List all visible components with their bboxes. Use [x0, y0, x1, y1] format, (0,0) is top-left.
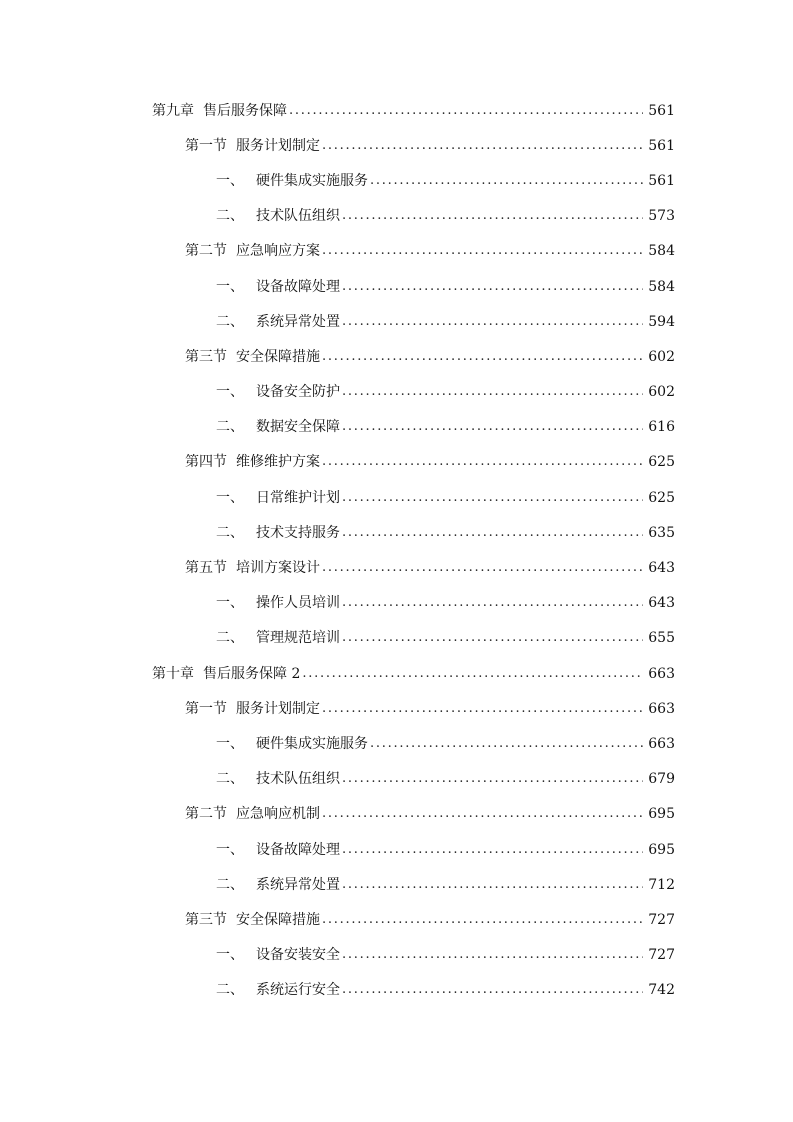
toc-entry-chapter[interactable] — [0, 656, 793, 691]
toc-entry-title — [216, 875, 340, 895]
toc-entry-label: 培训方案设计 — [236, 560, 320, 577]
table-of-contents — [0, 93, 793, 1008]
toc-entry-label: 设备故障处理 — [256, 278, 340, 295]
toc-entry-title — [216, 488, 340, 508]
toc-entry-chapter[interactable] — [0, 93, 793, 128]
dot-leader — [302, 664, 643, 684]
toc-entry-label: 硬件集成实施服务 — [256, 735, 368, 752]
toc-entry-number: 第一节 — [185, 700, 227, 717]
toc-entry-page: 655 — [648, 630, 675, 647]
toc-entry-number: 一、 — [216, 384, 244, 401]
toc-entry-number: 第五节 — [185, 560, 227, 577]
toc-entry-number: 一、 — [216, 489, 244, 506]
toc-entry-title — [216, 417, 340, 437]
toc-entry-page: 663 — [648, 700, 675, 717]
toc-entry-number: 第十章 — [152, 665, 194, 682]
toc-entry-label: 管理规范培训 — [256, 630, 340, 647]
toc-entry-title — [216, 628, 340, 648]
toc-entry-title — [216, 734, 368, 754]
toc-entry-title — [185, 241, 320, 261]
toc-entry-number: 第三节 — [185, 911, 227, 928]
toc-entry-number: 二、 — [216, 208, 244, 225]
toc-entry-subsection[interactable] — [0, 973, 793, 1008]
toc-entry-number: 二、 — [216, 419, 244, 436]
toc-entry-number: 第二节 — [185, 243, 227, 260]
toc-entry-label: 服务计划制定 — [236, 700, 320, 717]
dot-leader — [322, 910, 643, 930]
toc-entry-number: 一、 — [216, 841, 244, 858]
toc-entry-page: 602 — [648, 384, 675, 401]
toc-entry-subsection[interactable] — [0, 199, 793, 234]
toc-entry-page: 594 — [648, 313, 675, 330]
toc-entry-section[interactable] — [0, 691, 793, 726]
toc-entry-label: 服务计划制定 — [236, 137, 320, 154]
toc-entry-subsection[interactable] — [0, 621, 793, 656]
toc-entry-label: 操作人员培训 — [256, 595, 340, 612]
toc-entry-page: 679 — [648, 771, 675, 788]
toc-entry-label: 系统运行安全 — [256, 982, 340, 999]
toc-entry-page: 584 — [648, 243, 675, 260]
dot-leader — [322, 804, 643, 824]
toc-entry-number: 二、 — [216, 630, 244, 647]
toc-entry-number: 二、 — [216, 313, 244, 330]
toc-entry-section[interactable] — [0, 550, 793, 585]
toc-entry-title — [216, 593, 340, 613]
toc-entry-page: 663 — [648, 665, 675, 682]
toc-entry-label: 安全保障措施 — [236, 911, 320, 928]
toc-entry-page: 584 — [648, 278, 675, 295]
toc-entry-number: 一、 — [216, 172, 244, 189]
toc-entry-subsection[interactable] — [0, 762, 793, 797]
toc-entry-title — [152, 664, 300, 684]
toc-entry-label: 安全保障措施 — [236, 348, 320, 365]
dot-leader — [342, 628, 643, 648]
toc-entry-subsection[interactable] — [0, 938, 793, 973]
toc-entry-page: 695 — [648, 806, 675, 823]
toc-entry-number: 第九章 — [152, 102, 194, 119]
toc-entry-subsection[interactable] — [0, 515, 793, 550]
toc-entry-label: 系统异常处置 — [256, 876, 340, 893]
toc-entry-page: 616 — [648, 419, 675, 436]
toc-entry-title — [216, 277, 340, 297]
toc-entry-title — [216, 523, 340, 543]
toc-entry-page: 712 — [648, 876, 675, 893]
toc-entry-title — [216, 171, 368, 191]
toc-entry-label: 设备故障处理 — [256, 841, 340, 858]
toc-entry-title — [216, 980, 340, 1000]
toc-entry-label: 设备安全防护 — [256, 384, 340, 401]
toc-entry-label: 应急响应机制 — [236, 806, 320, 823]
toc-entry-number: 一、 — [216, 595, 244, 612]
dot-leader — [322, 136, 643, 156]
toc-entry-section[interactable] — [0, 339, 793, 374]
toc-entry-subsection[interactable] — [0, 269, 793, 304]
toc-entry-label: 技术支持服务 — [256, 524, 340, 541]
dot-leader — [322, 452, 643, 472]
dot-leader — [342, 417, 643, 437]
dot-leader — [342, 980, 643, 1000]
toc-entry-title — [185, 452, 320, 472]
dot-leader — [342, 593, 643, 613]
toc-entry-title — [185, 699, 320, 719]
toc-entry-title — [216, 312, 340, 332]
dot-leader — [342, 488, 643, 508]
toc-entry-page: 742 — [648, 982, 675, 999]
toc-entry-page: 625 — [648, 489, 675, 506]
toc-entry-title — [185, 910, 320, 930]
dot-leader — [342, 840, 643, 860]
toc-entry-section[interactable] — [0, 445, 793, 480]
dot-leader — [342, 945, 643, 965]
toc-entry-page: 695 — [648, 841, 675, 858]
dot-leader — [342, 277, 643, 297]
toc-entry-number: 第三节 — [185, 348, 227, 365]
toc-entry-subsection[interactable] — [0, 375, 793, 410]
dot-leader — [322, 558, 643, 578]
dot-leader — [322, 241, 643, 261]
toc-entry-title — [216, 945, 340, 965]
toc-entry-subsection[interactable] — [0, 832, 793, 867]
toc-entry-title — [216, 769, 340, 789]
toc-entry-page: 561 — [648, 102, 675, 119]
toc-entry-label: 技术队伍组织 — [256, 208, 340, 225]
toc-entry-page: 727 — [648, 911, 675, 928]
toc-entry-title — [185, 804, 320, 824]
toc-entry-number: 二、 — [216, 982, 244, 999]
toc-entry-page: 643 — [648, 595, 675, 612]
toc-entry-subsection[interactable] — [0, 304, 793, 339]
toc-entry-label: 售后服务保障 — [203, 102, 287, 119]
toc-entry-label: 系统异常处置 — [256, 313, 340, 330]
toc-entry-subsection[interactable] — [0, 480, 793, 515]
toc-entry-number: 二、 — [216, 876, 244, 893]
toc-entry-subsection[interactable] — [0, 586, 793, 621]
toc-entry-page: 643 — [648, 560, 675, 577]
toc-entry-label: 售后服务保障 2 — [203, 665, 301, 682]
toc-entry-page: 561 — [648, 172, 675, 189]
toc-entry-title — [216, 382, 340, 402]
toc-entry-number: 第四节 — [185, 454, 227, 471]
dot-leader — [342, 523, 643, 543]
toc-entry-label: 应急响应方案 — [236, 243, 320, 260]
toc-entry-subsection[interactable] — [0, 410, 793, 445]
toc-entry-page: 663 — [648, 735, 675, 752]
dot-leader — [370, 171, 643, 191]
toc-entry-label: 日常维护计划 — [256, 489, 340, 506]
toc-entry-section[interactable] — [0, 902, 793, 937]
toc-entry-number: 二、 — [216, 524, 244, 541]
toc-entry-title — [216, 840, 340, 860]
toc-entry-subsection[interactable] — [0, 726, 793, 761]
toc-entry-page: 573 — [648, 208, 675, 225]
toc-entry-number: 一、 — [216, 947, 244, 964]
toc-entry-section[interactable] — [0, 797, 793, 832]
toc-entry-label: 技术队伍组织 — [256, 771, 340, 788]
toc-entry-page: 561 — [648, 137, 675, 154]
toc-entry-title — [216, 206, 340, 226]
dot-leader — [342, 206, 643, 226]
dot-leader — [322, 699, 643, 719]
toc-entry-page: 625 — [648, 454, 675, 471]
toc-entry-page: 602 — [648, 348, 675, 365]
toc-entry-label: 设备安装安全 — [256, 947, 340, 964]
toc-entry-subsection[interactable] — [0, 163, 793, 198]
dot-leader — [322, 347, 643, 367]
dot-leader — [370, 734, 643, 754]
toc-entry-label: 数据安全保障 — [256, 419, 340, 436]
toc-entry-number: 第一节 — [185, 137, 227, 154]
toc-entry-number: 一、 — [216, 278, 244, 295]
toc-entry-label: 维修维护方案 — [236, 454, 320, 471]
toc-entry-number: 第二节 — [185, 806, 227, 823]
dot-leader — [342, 769, 643, 789]
dot-leader — [342, 312, 643, 332]
toc-entry-subsection[interactable] — [0, 867, 793, 902]
toc-entry-title — [185, 347, 320, 367]
toc-entry-title — [185, 136, 320, 156]
toc-entry-section[interactable] — [0, 128, 793, 163]
dot-leader — [342, 875, 643, 895]
toc-entry-label: 硬件集成实施服务 — [256, 172, 368, 189]
dot-leader — [342, 382, 643, 402]
toc-entry-page: 727 — [648, 947, 675, 964]
toc-entry-section[interactable] — [0, 234, 793, 269]
toc-entry-title — [185, 558, 320, 578]
dot-leader — [289, 101, 643, 121]
toc-entry-page: 635 — [648, 524, 675, 541]
toc-entry-number: 一、 — [216, 735, 244, 752]
toc-entry-title — [152, 101, 287, 121]
toc-entry-number: 二、 — [216, 771, 244, 788]
